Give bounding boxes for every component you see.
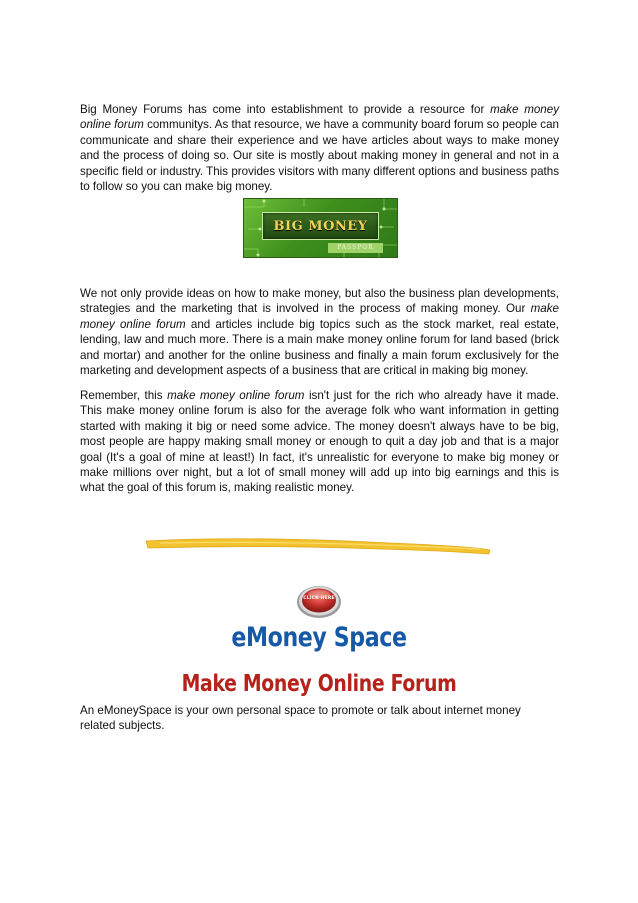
ideas-paragraph	[80, 286, 559, 378]
keyword-link: make money online forum	[80, 103, 559, 132]
text: Remember, this	[80, 389, 168, 402]
closing-paragraph: An eMoneySpace is your own personal space to promote or talk about internet money related subjects.	[80, 704, 521, 733]
intro-paragraph	[80, 102, 559, 194]
text: and articles include big topics such as the stock market, real estate, lending, law and much more. There is a main make money online forum for land based (brick and mortar) and another for the online business and finally a main forum exclusively for the marketing and development aspects of a business that are critical in making big money.	[80, 317, 559, 378]
forum-subtitle: Make Money Online Forum	[181, 671, 457, 697]
big-money-banner-image	[243, 198, 398, 258]
remember-paragraph	[80, 388, 559, 496]
emoney-space-title: eMoney Space	[231, 622, 407, 653]
banner-subtitle: PASSPOR	[328, 243, 383, 253]
text: communitys. As that resource, we have a community board forum so people can communicate and share their experience and we have articles about ways to make money and the process of doing so. Our site is mostly about making money in general and not in a specific field or industry. This provides visitors with many different options and business paths to follow so you can make big money.	[80, 118, 559, 194]
yellow-brush-divider	[140, 533, 495, 559]
banner-title: BIG MONEY	[273, 218, 368, 234]
click-here-button[interactable]	[296, 583, 342, 619]
text: We not only provide ideas on how to make money, but also the business plan developments, strategies and the marketing that is involved in the process of making money. Our	[80, 287, 559, 316]
keyword-link: make money online forum	[80, 302, 559, 331]
click-here-label[interactable]: CLICK HERE	[303, 596, 335, 601]
text: Big Money Forums has come into establishment to provide a resource for	[80, 103, 491, 116]
banner-plate	[262, 212, 379, 240]
text: isn't just for the rich who already have it made. This make money online forum is also for the average folk who want information in getting started with making it big or need some advice. The money doesn't always have to be big, most people are happy making small money or enough to quit a day job and that is a major goal (It's a goal of mine at least!) In fact, it's unrealistic for everyone to make big money or make millions over night, but a lot of small money will add up into big earnings and this is what the goal of this forum is, making realistic money.	[80, 389, 559, 495]
keyword-link: make money online forum	[167, 389, 305, 402]
